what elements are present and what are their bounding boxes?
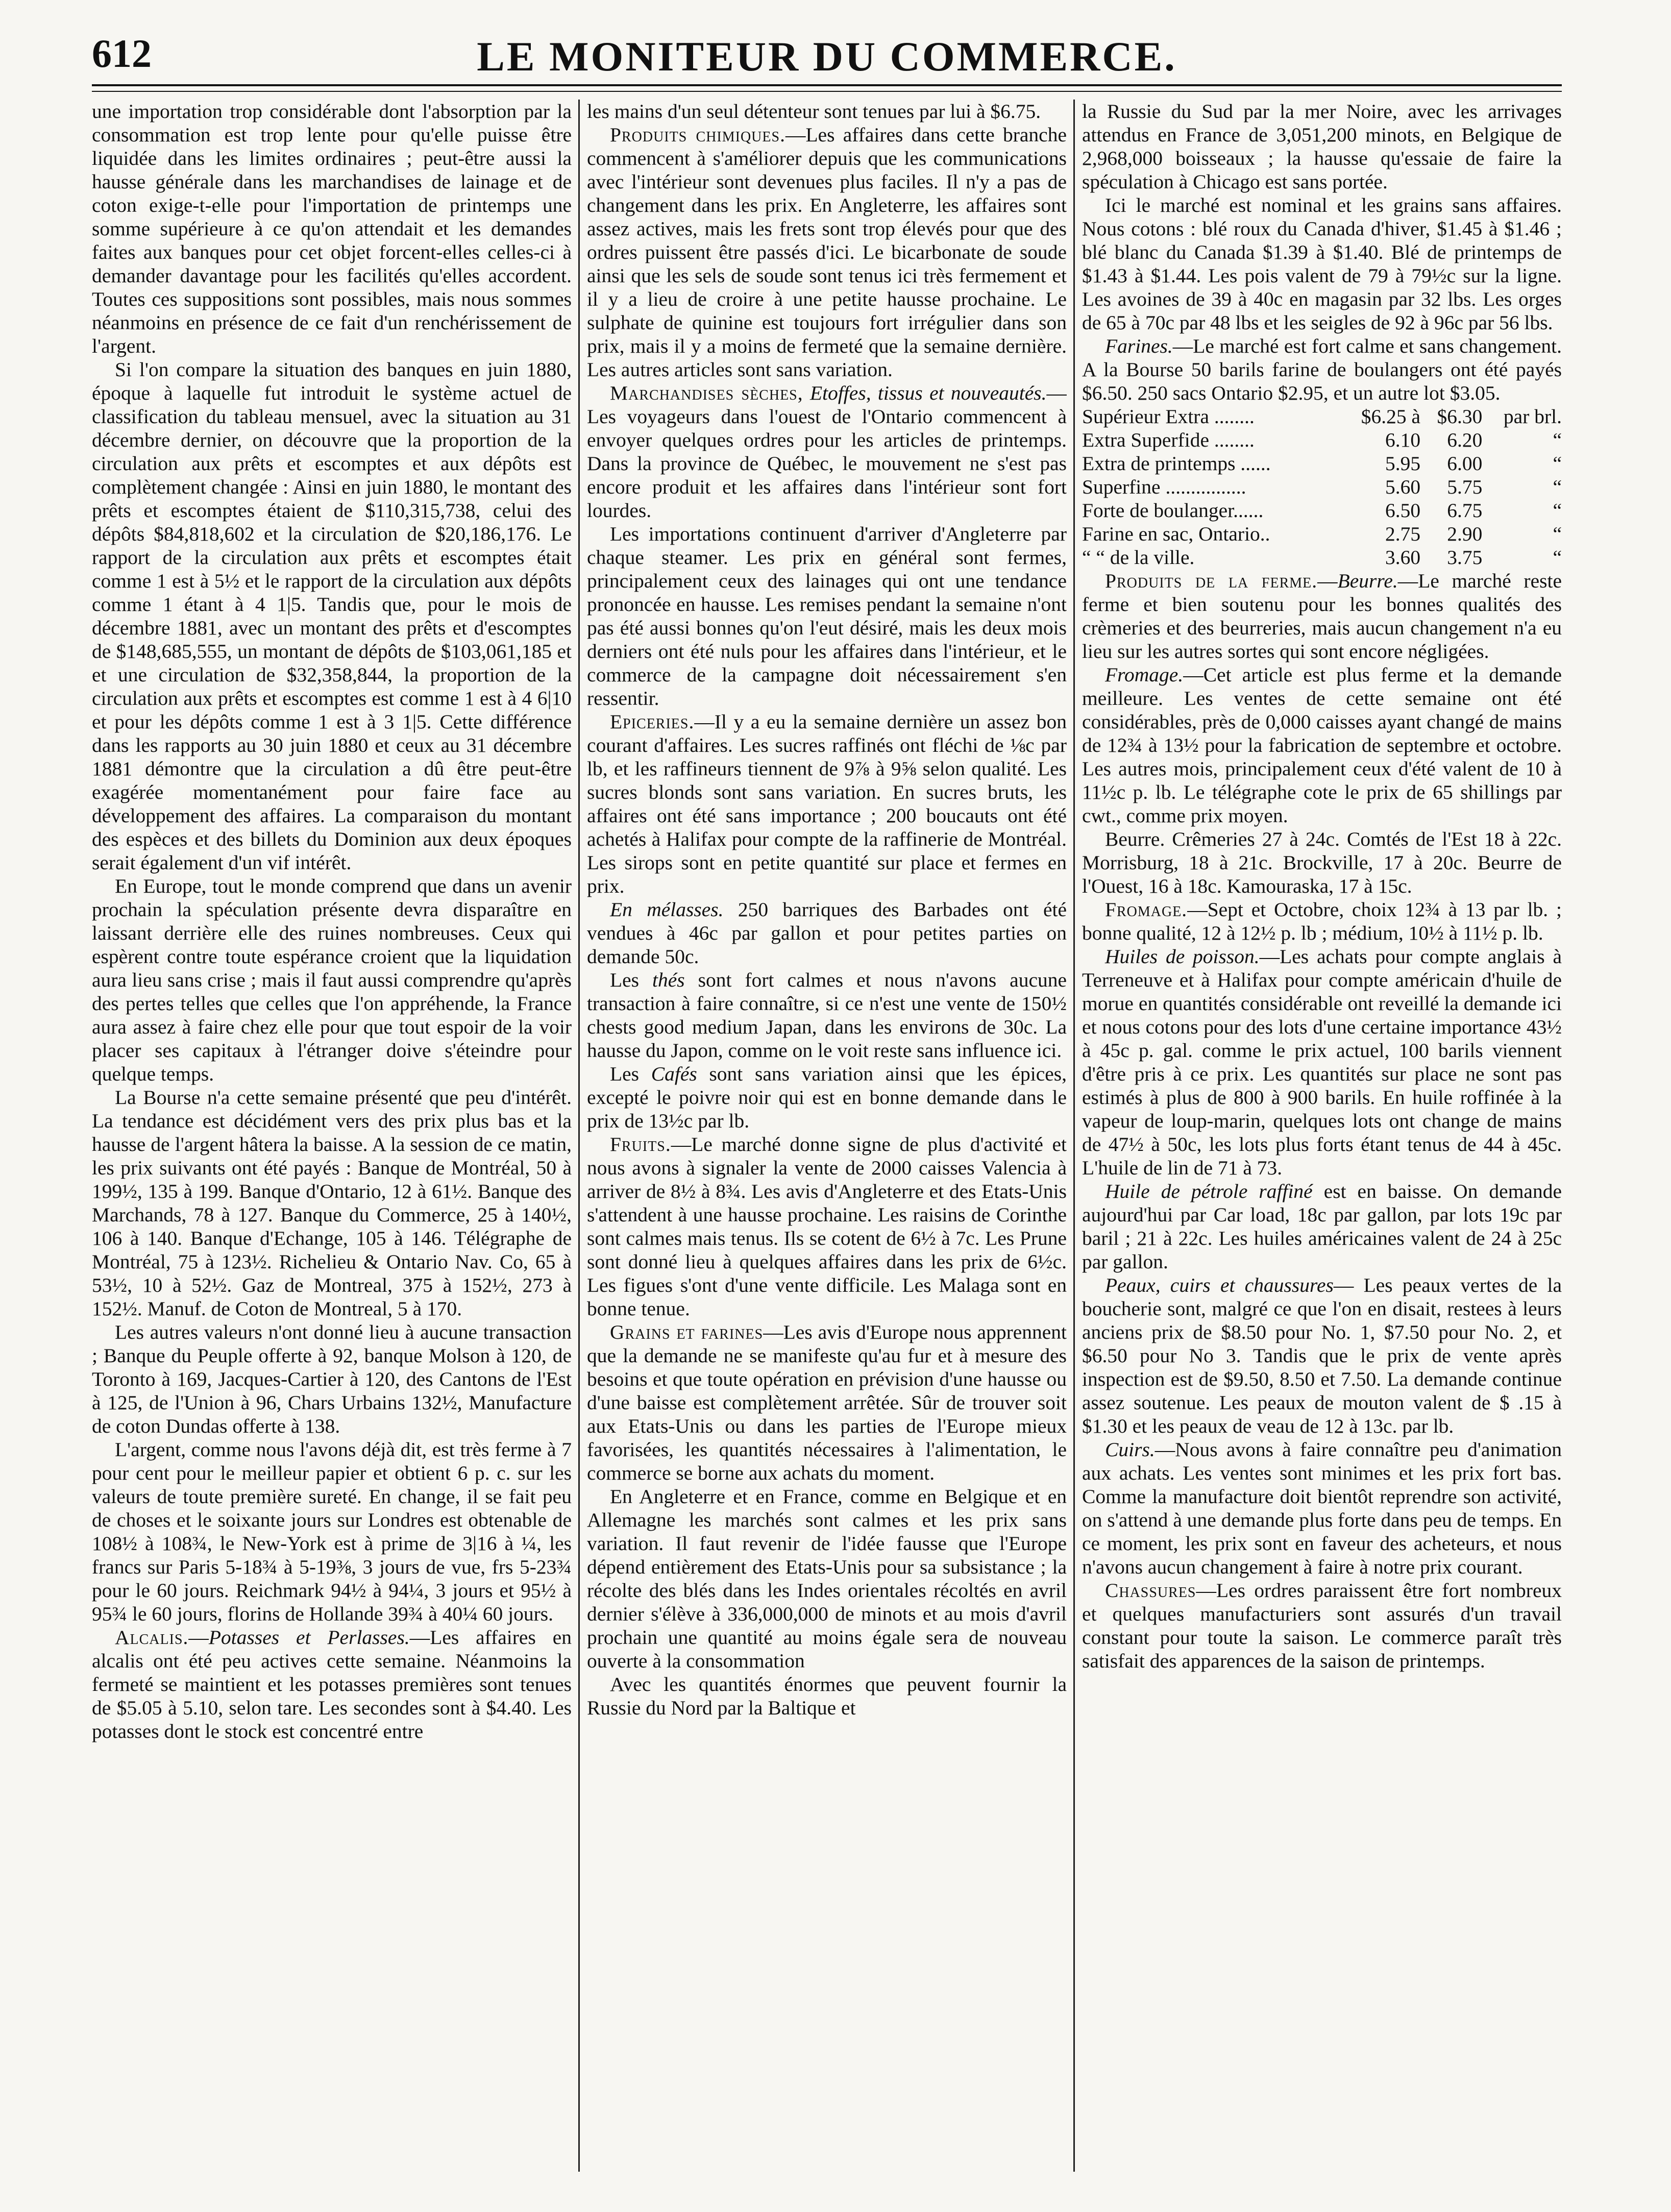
paragraph: L'argent, comme nous l'avons déjà dit, est très ferme à 7 pour cent pour le meilleur papier et obtient 6 p. c. sur les valeurs de toute première sureté. En change, il se fait peu de choses et le soixante jours sur Londres est obtenable de 108½ à 108¾, le New-York est à prime de 3|16 à ¼, les francs sur Paris 5-18¾ à 5-19⅜, 3 jours de vue, frs 5-23¾ pour le 60 jours. Reichmark 94½ à 94¼, 3 jours et 95½ à 95¾ le 60 jours, florins de Hollande 39¾ à 40¼ 60 jours. (92, 1438, 572, 1625)
paragraph-grains (587, 1320, 1067, 1485)
paragraph-alcalis: Alcalis.—Potasses et Perlasses.—Les affaires en alcalis ont été peu actives cette semaine. Néanmoins la fermeté se maintient et les potasses premières sont tenues de $5.05 à 5.10, selon tare. Les secondes sont à $4.40. Les potasses dont le stock est concentré entre (92, 1626, 572, 1742)
paragraph-produits-chimiques (587, 123, 1067, 381)
paragraph-text: —Les achats pour compte anglais à Terreneuve et à Halifax pour compte américain d'huile de morue en quantités considérable ont reveillé la demande ici et nous cotons pour des lots d'une certaine importance 43½ à 45c p. gal. comme le prix actuel, 100 barils viennent d'être pris à ce prix. Les quantités sur place ne sont pas estimés à plus de 800 à 900 barils. En huile roffinée à la vapeur de loup-marin, quelques lots ont change de mains de 47½ à 50c, les lots plus forts étant tenus de 44 à 45c. L'huile de lin de 71 à 73. (1082, 945, 1562, 1179)
price-cell-high: $6.30 (1437, 405, 1483, 428)
paragraph-text: —Nous avons à faire connaître peu d'animation aux achats. Les ventes sont minimes et les prix fort bas. Comme la manufacture doit bientôt reprendre son activité, on s'attend à une demande plus forte dans peu de temps. En ce moment, les prix sont en faveur des acheteurs, et nous n'avons aucun changement à faire à notre prix courant. (1082, 1438, 1562, 1578)
paragraph: les mains d'un seul détenteur sont tenues par lui à $6.75. (587, 100, 1041, 122)
paragraph-huiles (1082, 945, 1562, 1179)
flour-price-table (1082, 405, 1562, 569)
section-heading: Alcalis. (115, 1626, 189, 1649)
paragraph-text: est en baisse. On demande aujourd'hui par Car load, 18c par gallon, par lots 19c par baril ; 21 à 22c. Les huiles américaines valent de 24 à 25c par gallon. (1082, 1180, 1562, 1273)
paragraph: En Europe, tout le monde comprend que dans un avenir prochain la spéculation présente devra disparaître en laissant derrière elle des ruines nombreuses. Ceux qui espèrent contre toute espérance croient que la liquidation aura lieu sans crise ; mais il faut aussi comprendre qu'après des pertes telles que celles que l'on appréhende, la France aura assez à faire chez elle pour que tout espoir de la voir placer ses capitaux à l'étranger doive s'éteindre pour quelque temps. (92, 875, 572, 1085)
paragraph-text: —Les ordres paraissent être fort nombreux et quelques manufacturiers sont assurés d'un travail constant pour toute la saison. Le commerce paraît très satisfait des apparences de la saison de printemps. (1082, 1579, 1562, 1672)
paragraph-text: —Le marché donne signe de plus d'activité et nous avons à signaler la vente de 2000 caisses Valencia à arriver de 8½ à 8¾. Les avis d'Angleterre et des Etats-Unis s'attendent à une hausse prochaine. Les raisins de Corinthe sont calmes mais tenus. Ils se cotent de 6½ à 7c. Les Prune sont donné lieu à quelques affaires dans les prix de 6½c. Les figues s'ont d'une vente difficile. Les Malaga sont en bonne tenue. (587, 1133, 1067, 1320)
price-cell-low: $6.25 à (1361, 405, 1421, 428)
header-rule-thin (92, 91, 1562, 92)
price-cell-low: 3.60 (1385, 546, 1421, 569)
page-header (92, 26, 1562, 87)
section-subheading: Farines. (1105, 335, 1173, 357)
paragraph-text: —Le marché est fort calme et sans changement. A la Bourse 50 barils farine de boulangers ont été payés $6.50. 250 sacs Ontario $2.95, et un autre lot $3.05. (1082, 335, 1562, 404)
price-cell-low: 2.75 (1385, 523, 1421, 545)
paragraph-text: 250 barriques des Barbades ont été vendues à 46c par gallon et pour petites parties on demande 50c. (587, 898, 1067, 968)
paragraph-produits-ferme: Produits de la ferme.—Beurre.—Le marché reste ferme et bien soutenu pour les bonnes qualités des crèmeries et des beurreries, mais aucun changement n'a eu lieu sur les autres sortes qui sont encore négligées. (1082, 570, 1562, 662)
section-subheading: Potasses et Perlasses. (208, 1626, 410, 1649)
column-3 (1082, 100, 1562, 2172)
price-cell-high: 3.75 (1447, 546, 1483, 569)
header-rule (92, 84, 1562, 86)
price-row (1082, 475, 1562, 499)
price-cell-high: 6.20 (1447, 429, 1483, 451)
paragraph-fruits (587, 1133, 1067, 1320)
paragraph-text: —Il y a eu la semaine dernière un assez bon courant d'affaires. Les sucres raffinés ont fléchi de ⅛c par lb, et les raffineurs tiennent de 9⅞ à 9⅝ selon qualité. Les sucres blonds sont sans variation. En sucres bruts, les affaires ont été sans importance ; 200 boucauts ont été achetés à Halifax pour compte de la raffinerie de Montréal. Les sirops sont en petite quantité sur place et fermes en prix. (587, 710, 1067, 897)
price-cell-low: 5.95 (1385, 452, 1421, 475)
price-cell-unit: “ (1553, 429, 1562, 451)
price-row (1082, 546, 1562, 569)
price-cell-unit: “ (1553, 546, 1562, 569)
paragraph-marchandises (587, 381, 1067, 522)
price-cell-name: Supérieur Extra ........ (1082, 405, 1255, 428)
price-cell-name: Superfine ................ (1082, 476, 1246, 498)
column-divider-2 (1073, 100, 1075, 2172)
paragraph-melasses (587, 898, 1067, 968)
price-row (1082, 428, 1562, 452)
paragraph: Les autres valeurs n'ont donné lieu à aucune transaction ; Banque du Peuple offerte à 92, banque Molson à 120, de Toronto à 169, Jacques-Cartier à 120, des Cantons de l'Est à 125, de l'Union à 96, Chars Urbains 132½, Manufacture de coton Dundas offerte à 138. (92, 1321, 572, 1437)
paragraph-text: Les (610, 1063, 640, 1085)
price-cell-high: 6.00 (1447, 452, 1483, 475)
section-subheading: Huile de pétrole raffiné (1105, 1180, 1313, 1202)
paragraph: Les importations continuent d'arriver d'Angleterre par chaque steamer. Les prix en général sont fermes, principalement ceux des lainages qui ont une tendance prononcée en hausse. Les remises pendant la semaine n'ont pas été aussi bonnes qu'on l'eut désiré, mais les deux mois derniers ont été nuls pour les affaires dans l'intérieur, et le commerce de la campagne doit nécessairement s'en ressentir. (587, 523, 1067, 709)
paragraph: Beurre. Crêmeries 27 à 24c. Comtés de l'Est 18 à 22c. Morrisburg, 18 à 21c. Brockville, 17 à 20c. Beurre de l'Ouest, 16 à 18c. Kamouraska, 17 à 15c. (1082, 828, 1562, 897)
section-subheading: Huiles de poisson. (1105, 945, 1260, 968)
paragraph-thes (587, 968, 1067, 1062)
paragraph: Ici le marché est nominal et les grains sans affaires. Nous cotons : blé roux du Canada d'hiver, $1.45 à $1.46 ; blé blanc du Canada $1.39 à $1.40. Blé de printemps de $1.43 à $1.44. Les pois valent de 79 à 79½c sur la ligne. Les avoines de 39 à 40c en magasin par 32 lbs. Les orges de 65 à 70c par 48 lbs et les seigles de 92 à 96c par 56 lbs. (1082, 194, 1562, 334)
paragraph-text: —Les affaires dans cette branche commencent à s'améliorer depuis que les communications avec l'intérieur sont devenues plus faciles. Il n'y a pas de changement dans les prix. En Angleterre, les affaires sont assez actives, mais les frets sont trop élevés pour que des ordres puissent être passés d'ici. Le bicarbonate de soude ainsi que les sels de soude sont tenus ici très fermement et il y a lieu de croire à une petite hausse prochaine. Le sulphate de quinine est toujours fort irrégulier dans son prix, mais il y a moins de fermeté que la semaine dernière. Les autres articles sont sans variation. (587, 124, 1067, 381)
section-subheading: thés (652, 969, 685, 991)
paragraph-chaussures (1082, 1579, 1562, 1673)
price-cell-high: 5.75 (1447, 476, 1483, 498)
paragraph-fromage-prices (1082, 898, 1562, 945)
price-cell-low: 6.10 (1385, 429, 1421, 451)
price-row (1082, 452, 1562, 475)
section-heading: Marchandises sèches, (610, 382, 803, 404)
price-cell-unit: “ (1553, 452, 1562, 475)
section-heading: Fromage. (1105, 898, 1188, 921)
paragraph: la Russie du Sud par la mer Noire, avec les arrivages attendus en France de 3,051,200 minots, en Belgique de 2,968,000 boisseaux ; la hausse qu'essaie de faire la spéculation à Chicago est sans portée. (1082, 100, 1562, 193)
paragraph-text: —Le marché reste ferme et bien soutenu pour les bonnes qualités des crèmeries et des beurreries, mais aucun changement n'a eu lieu sur les autres sortes qui sont encore négligées. (1082, 570, 1562, 662)
price-cell-low: 5.60 (1385, 476, 1421, 498)
section-heading: Produits de la ferme. (1105, 570, 1318, 592)
paragraph: Si l'on compare la situation des banques en juin 1880, époque à laquelle fut introduit le système actuel de classification du tableau mensuel, avec la situation au 31 décembre dernier, on découvre que la proportion de la circulation aux prêts et escomptes et aux dépôts est complètement changée : Ainsi en juin 1880, le montant des prêts et escomptes étaient de $110,315,738, celui des dépôts $84,818,602 et la circulation de $20,186,176. Le rapport de la circulation aux prêts et escomptes était comme 1 est à 5½ et le rapport de la circulation aux dépôts comme 1 étant à 4 1|5. Tandis que, pour le mois de décembre 1881, avec un montant des prêts et d'escomptes de $148,685,555, un montant de dépôts de $103,061,185 et et une circulation de $32,358,844, la proportion de la circulation aux prêts et escomptes est comme 1 est à 4 6|10 et pour les dépôts comme 1 est à 3 1|5. Cette différence dans les rapports au 30 juin 1880 et ceux au 31 décembre 1881 démontre que la circulation a dû être peut-être exagérée momentanément pour faire face au développement des affaires. La comparaison du montant des espèces et des billets du Dominion aux deux époques serait également d'un vif intérêt. (92, 358, 572, 874)
paragraph-fromage (1082, 663, 1562, 827)
paragraph-text: —Les voyageurs dans l'ouest de l'Ontario commencent à envoyer quelques ordres pour les articles de printemps. Dans la province de Québec, le mouvement ne s'est pas encore produit et les affaires dans l'intérieur sont fort lourdes. (587, 382, 1067, 522)
column-1 (92, 100, 572, 2172)
paragraph-text: —Les affaires en alcalis ont été peu actives cette semaine. Néanmoins la fermeté se maintient et les potasses premières sont tenues de $5.05 à 5.10, selon tare. Les secondes sont à $4.40. Les potasses dont le stock est concentré entre (92, 1626, 572, 1742)
price-cell-low: 6.50 (1385, 499, 1421, 522)
price-cell-name: Extra Superfide ........ (1082, 429, 1255, 451)
section-subheading: Cafés (651, 1063, 697, 1085)
paragraph-text: —Les avis d'Europe nous apprennent que la demande ne se manifeste qu'au fur et à mesure des besoins et que toute opération en prévision d'une hausse ou d'une baisse est complètement arrêtée. Sûr de trouver soit aux Etats-Unis ou dans les parties de l'Europe mieux favorisées, les quantités nécessaires à l'alimentation, le commerce se borne aux achats du moment. (587, 1321, 1067, 1484)
paragraph-farines (1082, 334, 1562, 405)
section-heading: Chassures (1105, 1579, 1196, 1602)
price-cell-high: 2.90 (1447, 523, 1483, 545)
column-2 (587, 100, 1067, 2172)
paragraph-cafes (587, 1062, 1067, 1133)
price-cell-name: Extra de printemps ...... (1082, 452, 1271, 475)
section-subheading: Cuirs. (1105, 1438, 1155, 1461)
price-cell-high: 6.75 (1447, 499, 1483, 522)
column-divider-1 (578, 100, 580, 2172)
paragraph: une importation trop considérable dont l'absorption par la consommation est trop lente pour qu'elle puisse être liquidée dans les limites ordinaires ; peut-être aussi la hausse générale dans les marchandises de lainage et de coton exige-t-elle pour l'importation de printemps une somme supérieure à ce qu'on attendait et les demandes faites aux banques pour cet objet forcent-elles celles-ci à demander davantage pour les facilités qu'elles accordent. Toutes ces suppositions sont possibles, mais nous sommes néanmoins en présence de ce fait d'un renchérissement de l'argent. (92, 100, 572, 357)
price-row (1082, 405, 1562, 428)
paragraph-text: —Cet article est plus ferme et la demande meilleure. Les ventes de cette semaine ont été considérables, près de 0,000 caisses ayant changé de mains de 12¾ à 13½ pour la fabrication de septembre et octobre. Les autres mois, principalement ceux d'été valent de 10 à 11½c p. lb. Le télégraphe cote le prix de 65 shillings par cwt., comme prix moyen. (1082, 663, 1562, 827)
paragraph-text: —Sept et Octobre, choix 12¾ à 13 par lb. ; bonne qualité, 12 à 12½ p. lb ; médium, 10½ à 11½ p. lb. (1082, 898, 1562, 944)
section-subheading: Beurre. (1337, 570, 1398, 592)
price-cell-name: “ “ de la ville. (1082, 546, 1195, 569)
section-subheading: En mélasses. (610, 898, 724, 921)
section-subheading: Peaux, cuirs et chaussures (1105, 1274, 1334, 1296)
paragraph-text: — Les peaux vertes de la boucherie sont, malgré ce que l'on en disait, restees à leurs anciens prix de $8.50 pour No. 1, $7.50 pour No. 2, et $6.50 pour No 3. Tandis que le prix de vente après inspection est de $9.50, 8.50 et 7.50. La demande continue assez soutenue. Les peaux de mouton valent de $ .15 à $1.30 et les peaux de veau de 12 à 13c. par lb. (1082, 1274, 1562, 1437)
section-heading: Grains et farines (610, 1321, 764, 1343)
price-cell-name: Farine en sac, Ontario.. (1082, 523, 1270, 545)
section-heading: Epiceries. (610, 710, 695, 733)
price-cell-unit: “ (1553, 499, 1562, 522)
paragraph: Avec les quantités énormes que peuvent fournir la Russie du Nord par la Baltique et (587, 1673, 1067, 1719)
paragraph-petrole (1082, 1179, 1562, 1273)
journal-title: LE MONITEUR DU COMMERCE. (477, 33, 1177, 80)
price-cell-unit: “ (1553, 476, 1562, 498)
paragraph-cuirs (1082, 1438, 1562, 1579)
section-subheading: Fromage. (1105, 663, 1184, 686)
price-cell-unit: par brl. (1503, 405, 1562, 428)
page-number: 612 (92, 31, 152, 76)
paragraph-text: sont sans variation ainsi que les épices, excepté le poivre noir qui est en bonne demande dans le prix de 13½c par lb. (587, 1063, 1067, 1132)
paragraph: En Angleterre et en France, comme en Belgique et en Allemagne les marchés sont calmes et les prix sans variation. Il faut revenir de l'idée fausse que l'Europe dépend entièrement des Etats-Unis pour sa subsistance ; la récolte des blés dans les Indes orientales récoltés en avril dernier s'élève à 336,000,000 de minots et au mois d'avril prochain une quantité au moins égale sera de nouveau ouverte à la consommation (587, 1485, 1067, 1672)
paragraph: La Bourse n'a cette semaine présenté que peu d'intérêt. La tendance est décidément vers des prix plus bas et la hausse de l'argent hâtera la baisse. A la session de ce matin, les prix suivants ont été payés : Banque de Montréal, 50 à 199½, 135 à 199. Banque d'Ontario, 12 à 61½. Banque des Marchands, 78 à 127. Banque du Commerce, 25 à 140½, 106 à 140. Banque d'Echange, 105 à 146. Télégraphe de Montréal, 75 à 123½. Richelieu & Ontario Nav. Co, 65 à 53½, 10 à 52½. Gaz de Montreal, 375 à 152½, 273 à 152½. Manuf. de Coton de Montreal, 5 à 170. (92, 1086, 572, 1320)
paragraph-text: sont fort calmes et nous n'avons aucune transaction à faire connaître, si ce n'est une vente de 150½ chests good medium Japan, dans les environs de 30c. La hausse du Japon, comme on le voit reste sans influence ici. (587, 969, 1067, 1062)
paragraph-peaux (1082, 1273, 1562, 1438)
paragraph-text: Les (610, 969, 640, 991)
section-subheading: Etoffes, tissus et nouveautés. (809, 382, 1047, 404)
price-row (1082, 522, 1562, 546)
price-cell-unit: “ (1553, 523, 1562, 545)
paragraph-epiceries (587, 710, 1067, 898)
section-heading: Fruits. (610, 1133, 671, 1156)
section-heading: Produits chimiques. (610, 124, 785, 146)
price-cell-name: Forte de boulanger...... (1082, 499, 1264, 522)
price-row (1082, 499, 1562, 522)
